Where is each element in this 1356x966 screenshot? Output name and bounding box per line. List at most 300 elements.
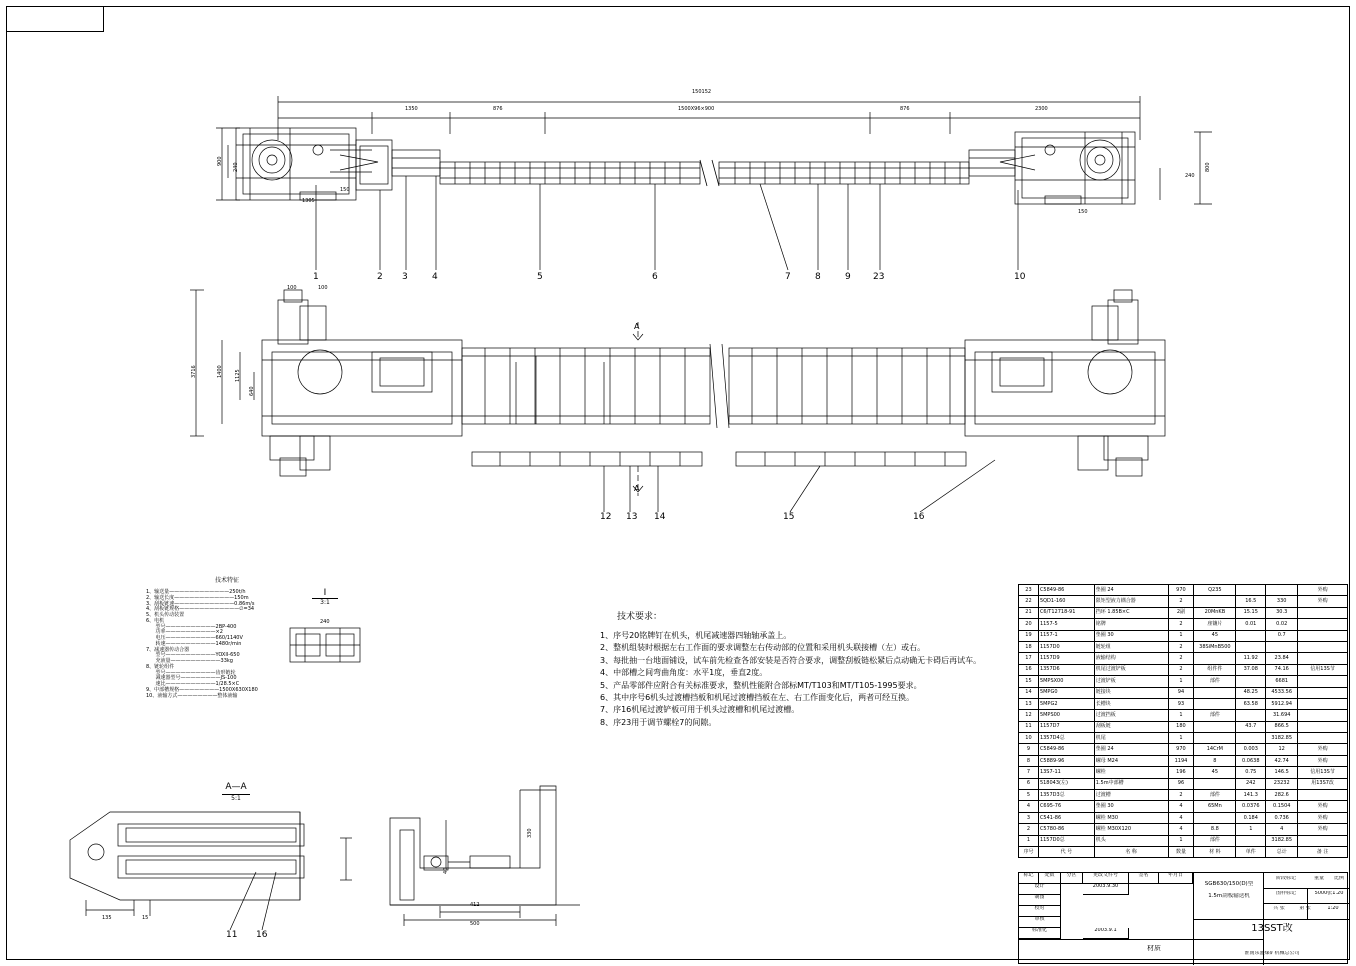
bom-cell-remark: 用13S7改: [1298, 778, 1348, 789]
tech-spec-line: 1、输送量————————————250t/h: [146, 589, 246, 595]
tech-spec-line: 6、电机: [146, 617, 165, 624]
bom-cell-weight-unit: [1236, 733, 1266, 744]
detail-i-label: I: [323, 588, 327, 598]
bom-cell-material: [1194, 698, 1236, 709]
bom-cell-remark: [1298, 698, 1348, 709]
bom-cell-weight-unit: [1236, 641, 1266, 652]
bom-cell-name: 过渡槽: [1094, 790, 1168, 801]
bom-cell-code: 5MPG0: [1038, 687, 1094, 698]
detail-i-dim-240: 240: [320, 619, 330, 625]
bom-cell-code: 13S7-11: [1038, 767, 1094, 778]
bom-cell-name: 过渡挡板: [1094, 710, 1168, 721]
bom-cell-material: [1194, 721, 1236, 732]
bom-cell-code: 1157-1: [1038, 630, 1094, 641]
table-row: [1019, 619, 1348, 630]
tech-req-item: 7、序16机尾过渡铲板可用于机头过渡槽和机尾过渡槽。: [600, 705, 800, 715]
bom-cell-name: 机尾: [1094, 733, 1168, 744]
bom-cell-qty: 4: [1168, 824, 1194, 835]
bom-cell-code: C695-76: [1038, 801, 1094, 812]
tb-docno: 更改文件号: [1083, 873, 1129, 884]
bom-cell-qty: 970: [1168, 744, 1194, 755]
bom-cell-weight-total: 4533.56: [1266, 687, 1298, 698]
tech-spec-line: 型号——————————齿形链轮: [146, 669, 236, 676]
callout-6: 6: [652, 272, 658, 282]
bom-cell-no: 8: [1019, 755, 1039, 766]
callout-15: 15: [783, 512, 795, 522]
bom-cell-code: 1357D4总: [1038, 733, 1094, 744]
bom-cell-name: 限矩型液力耦合器: [1094, 596, 1168, 607]
sheets-label: 共 张: [1273, 906, 1285, 911]
callout-5: 5: [537, 272, 543, 282]
bom-cell-code: C5849-86: [1038, 585, 1094, 596]
bom-cell-weight-total: [1266, 585, 1298, 596]
callout-16b: 16: [256, 930, 268, 940]
bom-cell-qty: 1: [1168, 733, 1194, 744]
dim-150-right: 150: [1078, 209, 1088, 215]
tb-design-date: 2003.9.30: [1083, 884, 1129, 895]
bom-cell-no: 1: [1019, 835, 1039, 846]
tb-design-label: 设计: [1019, 884, 1061, 895]
tech-req-item: 8、序23用于调节螺栓7的间隙。: [600, 717, 717, 727]
bom-header-cell: 备 注: [1298, 846, 1348, 857]
bom-cell-name: 垫圈 30: [1094, 801, 1168, 812]
bom-cell-name: 链轮组: [1094, 641, 1168, 652]
bom-header-cell: 序号: [1019, 846, 1039, 857]
bom-cell-weight-total: 6681: [1266, 676, 1298, 687]
dim-40: 40: [443, 867, 449, 874]
tech-req-item: 2、整机组装时根据左右工作面的要求调整左右传动部的位置和采用机头联接槽（左）或右。: [600, 643, 926, 653]
title-block: [1018, 872, 1348, 964]
dim-height-240: 240: [233, 162, 239, 172]
bom-cell-no: 5: [1019, 790, 1039, 801]
bom-cell-weight-total: 3182.85: [1266, 733, 1298, 744]
bom-cell-remark: [1298, 641, 1348, 652]
tech-spec-line: 10、液输方式————————整体液输: [146, 692, 238, 699]
weight-label: 重量: [1313, 876, 1324, 881]
table-row: [1019, 778, 1348, 789]
tech-spec-line: 功率——————————×2: [146, 629, 223, 636]
bom-cell-name: 机尾过渡铲板: [1094, 664, 1168, 675]
bom-header-cell: 名 称: [1094, 846, 1168, 857]
tech-spec-line: 转速——————————1480r/min: [146, 640, 242, 647]
bom-table: [1018, 584, 1348, 858]
table-row: [1019, 641, 1348, 652]
bom-cell-qty: 1: [1168, 676, 1194, 687]
table-row: [1019, 630, 1348, 641]
bom-cell-material: [1194, 812, 1236, 823]
bom-cell-weight-unit: [1236, 676, 1266, 687]
bom-cell-remark: 信用13S节: [1298, 767, 1348, 778]
tech-req-item: 3、每批抽一台地面铺设，试车前先检查各部安装是否符合要求，调整刮板链松紧后点动确无卡碍后再试车。: [600, 655, 982, 665]
bom-cell-remark: [1298, 790, 1348, 801]
dim-240-right: 240: [1185, 173, 1195, 179]
section-aa-scale: 5:1: [231, 795, 241, 802]
table-row: [1019, 824, 1348, 835]
bom-cell-name: 机头: [1094, 835, 1168, 846]
dim-330: 330: [527, 828, 533, 838]
bom-cell-weight-total: 23.84: [1266, 653, 1298, 664]
tb-mark: 标记: [1019, 873, 1039, 884]
callout-1: 1: [313, 272, 319, 282]
table-row: [1019, 607, 1348, 618]
dim-seg-876b: 876: [900, 106, 910, 112]
bom-cell-code: C5889-96: [1038, 755, 1094, 766]
bom-cell-material: 8.8: [1194, 824, 1236, 835]
bom-cell-material: Q235: [1194, 585, 1236, 596]
bom-cell-code: 5QD1-160: [1038, 596, 1094, 607]
bom-cell-weight-unit: 1: [1236, 824, 1266, 835]
bom-cell-remark: [1298, 619, 1348, 630]
bom-cell-code: 518043(左): [1038, 778, 1094, 789]
dim-1125: 1125: [235, 369, 241, 382]
bom-cell-no: 20: [1019, 619, 1039, 630]
bom-cell-remark: [1298, 721, 1348, 732]
dim-500: 500: [470, 921, 480, 927]
tb-sep-h4: [1193, 939, 1263, 940]
bom-cell-qty: 1: [1168, 710, 1194, 721]
dim-seg-1350: 1350: [405, 106, 418, 112]
bom-cell-no: 13: [1019, 698, 1039, 709]
material-label: 材质: [1147, 945, 1161, 952]
bom-cell-name: 螺栓: [1094, 767, 1168, 778]
tech-req-item: 6、其中序号6机头过渡槽挡板和机尾过渡槽挡板在左、右工作面变化后，两者可经互换。: [600, 692, 915, 702]
table-row: [1019, 755, 1348, 766]
bom-cell-weight-total: 0.7: [1266, 630, 1298, 641]
tech-spec-line: 9、中部槽规格————————1500X630X180: [146, 686, 258, 693]
bom-cell-qty: 2: [1168, 790, 1194, 801]
dim-3716: 3716: [191, 365, 197, 378]
bom-cell-material: [1194, 687, 1236, 698]
bom-cell-qty: 1: [1168, 630, 1194, 641]
bom-cell-weight-unit: 141.3: [1236, 790, 1266, 801]
bom-cell-remark: 外购: [1298, 755, 1348, 766]
bom-cell-material: 20MnKB: [1194, 607, 1236, 618]
bom-cell-no: 21: [1019, 607, 1039, 618]
table-row: [1019, 687, 1348, 698]
bom-cell-name: 挡环 1.85B×C: [1094, 607, 1168, 618]
bom-cell-qty: 4: [1168, 801, 1194, 812]
bom-cell-qty: 2: [1168, 641, 1194, 652]
stage-label: 阶段标记: [1275, 876, 1296, 881]
tech-spec-line: 7、减速器传动合器: [146, 646, 190, 653]
callout-10: 10: [1014, 272, 1026, 282]
bom-cell-remark: 信用13S节: [1298, 664, 1348, 675]
bom-cell-material: 8: [1194, 755, 1236, 766]
bom-cell-material: [1194, 778, 1236, 789]
sheet-corner-box: [6, 6, 104, 32]
callout-8: 8: [815, 272, 821, 282]
tb-check-label: 校对: [1019, 906, 1061, 917]
tb-sep-h2: [1263, 888, 1349, 889]
bom-cell-code: 1157-5: [1038, 619, 1094, 630]
bom-cell-no: 2: [1019, 824, 1039, 835]
bom-cell-material: [1194, 653, 1236, 664]
bom-cell-weight-total: 0.02: [1266, 619, 1298, 630]
bom-cell-remark: [1298, 733, 1348, 744]
bom-cell-name: 过渡铲板: [1094, 676, 1168, 687]
tech-spec-line: 3、刮板链速————————————0.86m/s: [146, 600, 255, 607]
bom-cell-no: 23: [1019, 585, 1039, 596]
bom-cell-weight-unit: 16.5: [1236, 596, 1266, 607]
drawing-name-1: SGB630/150(D)型: [1204, 881, 1254, 887]
bom-cell-remark: [1298, 653, 1348, 664]
bom-cell-weight-unit: 0.0638: [1236, 755, 1266, 766]
tb-signature: 签名: [1129, 873, 1159, 884]
dim-150-left: 150: [340, 187, 350, 193]
bom-cell-weight-unit: 63.58: [1236, 698, 1266, 709]
table-row: [1019, 744, 1348, 755]
bom-cell-weight-unit: [1236, 710, 1266, 721]
table-row: [1019, 733, 1348, 744]
bom-cell-code: 5MPSX00: [1038, 676, 1094, 687]
bom-cell-qty: 2副: [1168, 607, 1194, 618]
table-row: [1019, 721, 1348, 732]
bom-cell-material: 14CrM: [1194, 744, 1236, 755]
bom-cell-material: 45: [1194, 630, 1236, 641]
tech-req-item: 1、序号20铭牌钉在机头，机尾减速器四轴轴承盖上。: [600, 631, 792, 640]
tb-std-date: 2003.9.1: [1083, 928, 1129, 939]
bom-cell-qty: 1: [1168, 835, 1194, 846]
tech-spec-line: 电压——————————660/1140V: [146, 635, 243, 641]
dim-640: 640: [249, 386, 255, 396]
stage-value: 图样标记: [1275, 891, 1296, 896]
bom-cell-remark: 外购: [1298, 812, 1348, 823]
bom-cell-remark: [1298, 710, 1348, 721]
tech-req-item: 5、产品零部件应附合有关标准要求，整机性能附合部标MT/T103和MT/T105-1995要求。: [600, 680, 922, 690]
bom-cell-weight-unit: 37.08: [1236, 664, 1266, 675]
dim-1400: 1400: [217, 365, 223, 378]
bom-cell-weight-total: 74.16: [1266, 664, 1298, 675]
bom-cell-weight-unit: [1236, 835, 1266, 846]
bom-cell-weight-unit: 0.0376: [1236, 801, 1266, 812]
bom-cell-name: 垫圈 24: [1094, 585, 1168, 596]
bom-cell-qty: 96: [1168, 778, 1194, 789]
tb-sep-3: [1307, 888, 1308, 919]
dim-1305: 1305: [302, 198, 315, 204]
bom-header-cell: 代 号: [1038, 846, 1094, 857]
bom-cell-no: 9: [1019, 744, 1039, 755]
bom-header-cell: 材 料: [1194, 846, 1236, 857]
section-aa-label: A—A: [225, 782, 247, 792]
bom-cell-qty: 970: [1168, 585, 1194, 596]
callout-7: 7: [785, 272, 791, 282]
bom-cell-weight-unit: 15.15: [1236, 607, 1266, 618]
section-letter-a-bottom: A: [634, 484, 640, 493]
tech-spec-line: 充液量——————————33kg: [146, 658, 233, 664]
bom-header-cell: 总计: [1266, 846, 1298, 857]
bom-cell-weight-total: 282.6: [1266, 790, 1298, 801]
dim-412: 412: [470, 902, 480, 908]
bom-cell-remark: 外购: [1298, 824, 1348, 835]
drawing-name-2: 1.5m刮板输送机: [1208, 893, 1250, 899]
bom-cell-weight-total: 4: [1266, 824, 1298, 835]
tech-spec-line: 8、链轮组件: [146, 663, 175, 670]
bom-cell-material: 座镶片: [1194, 619, 1236, 630]
section-aa-underline: [222, 794, 250, 795]
bom-cell-remark: 外购: [1298, 596, 1348, 607]
bom-cell-remark: [1298, 835, 1348, 846]
bom-cell-weight-total: 31.694: [1266, 710, 1298, 721]
bom-cell-no: 3: [1019, 812, 1039, 823]
bom-cell-weight-total: 30.3: [1266, 607, 1298, 618]
table-row: [1019, 653, 1348, 664]
bom-cell-material: 部件: [1194, 676, 1236, 687]
dim-height-800: 800: [1205, 162, 1211, 172]
bom-cell-name: 液输结构: [1094, 653, 1168, 664]
bom-cell-no: 17: [1019, 653, 1039, 664]
tech-req-heading: 技术要求：: [617, 612, 663, 622]
bom-cell-qty: 2: [1168, 596, 1194, 607]
dim-overall: 150152: [692, 89, 712, 95]
tb-draw-label: 制图: [1019, 895, 1061, 906]
tb-date: 年月日: [1159, 873, 1193, 884]
bom-cell-no: 14: [1019, 687, 1039, 698]
bom-cell-no: 7: [1019, 767, 1039, 778]
bom-cell-material: 45: [1194, 767, 1236, 778]
tb-std-label: 标准化: [1019, 928, 1061, 939]
company-name: 淮南东盛煤矿机械总公司: [1244, 951, 1300, 956]
callout-9: 9: [845, 272, 851, 282]
bom-cell-weight-unit: [1236, 585, 1266, 596]
bom-cell-no: 15: [1019, 676, 1039, 687]
weight-value: 5000张1.20: [1314, 891, 1344, 896]
tb-count: 处数: [1039, 873, 1061, 884]
table-row: [1019, 585, 1348, 596]
bom-cell-weight-total: [1266, 641, 1298, 652]
bom-cell-weight-unit: 0.01: [1236, 619, 1266, 630]
dim-height-900: 900: [217, 156, 223, 166]
bom-cell-qty: 2: [1168, 664, 1194, 675]
table-row: [1019, 835, 1348, 846]
title-main: 13SST改: [1251, 923, 1293, 934]
dim-100a: 100: [287, 285, 297, 291]
bom-cell-code: C5849-86: [1038, 744, 1094, 755]
bom-cell-weight-total: 3182.85: [1266, 835, 1298, 846]
bom-cell-remark: 外购: [1298, 744, 1348, 755]
bom-cell-no: 6: [1019, 778, 1039, 789]
bom-cell-qty: 1194: [1168, 755, 1194, 766]
bom-cell-code: 1157D0: [1038, 641, 1094, 652]
bom-cell-remark: 外购: [1298, 801, 1348, 812]
bom-cell-qty: 2: [1168, 653, 1194, 664]
callout-12: 12: [600, 512, 612, 522]
tech-spec-line: 型号——————————2BP-400: [146, 623, 237, 630]
bom-cell-weight-total: 12: [1266, 744, 1298, 755]
tech-spec-line: 2、输送长度————————————150m: [146, 594, 249, 601]
table-row: [1019, 698, 1348, 709]
tech-spec-line: 速比——————————1/28.5×C: [146, 681, 240, 687]
tech-spec-line: 型号——————————YOXII-650: [146, 652, 240, 659]
bom-cell-remark: [1298, 630, 1348, 641]
bom-cell-code: C541-86: [1038, 812, 1094, 823]
bom-cell-material: 部件: [1194, 835, 1236, 846]
table-row: [1019, 767, 1348, 778]
tech-spec-line: 5、机头传动装置: [146, 612, 185, 618]
dim-100b: 100: [318, 285, 328, 291]
bom-cell-remark: [1298, 676, 1348, 687]
bom-cell-weight-total: 5912.94: [1266, 698, 1298, 709]
bom-cell-weight-unit: 0.75: [1236, 767, 1266, 778]
bom-cell-qty: 94: [1168, 687, 1194, 698]
tech-spec-heading: 技术特征: [214, 577, 239, 584]
bom-cell-qty: 2: [1168, 619, 1194, 630]
bom-cell-code: 1157D7: [1038, 721, 1094, 732]
tech-spec-line: 4、刮板链规格————————————∅=34: [146, 606, 255, 613]
bom-cell-no: 16: [1019, 664, 1039, 675]
bom-cell-material: 部件: [1194, 710, 1236, 721]
bom-cell-remark: [1298, 607, 1348, 618]
bom-cell-code: 1157D9: [1038, 653, 1094, 664]
callout-3: 3: [402, 272, 408, 282]
bom-cell-name: 螺母 M24: [1094, 755, 1168, 766]
bom-cell-name: 铭牌: [1094, 619, 1168, 630]
bom-cell-weight-total: 23232: [1266, 778, 1298, 789]
bom-cell-code: 1157D0总: [1038, 835, 1094, 846]
tb-zone: 分区: [1061, 873, 1083, 884]
bom-cell-remark: 外购: [1298, 585, 1348, 596]
dim-seg-2300: 2300: [1035, 106, 1048, 112]
bom-cell-code: 5MPS00: [1038, 710, 1094, 721]
tb-sep-h3: [1263, 903, 1349, 904]
bom-cell-qty: 196: [1168, 767, 1194, 778]
tb-sep-h5: [1019, 939, 1193, 940]
table-header-row: [1019, 846, 1348, 857]
bom-cell-weight-total: 330: [1266, 596, 1298, 607]
bom-cell-weight-total: 146.5: [1266, 767, 1298, 778]
tb-approve-label: 审核: [1019, 917, 1061, 928]
bom-cell-no: 12: [1019, 710, 1039, 721]
bom-cell-no: 19: [1019, 630, 1039, 641]
tech-spec-line: 减速器型号————————JS-100: [146, 675, 237, 682]
tech-spec-list: [146, 590, 336, 699]
callout-23: 23: [873, 272, 885, 282]
bom-cell-code: 5MPG2: [1038, 698, 1094, 709]
bom-cell-name: 1.5m中部槽: [1094, 778, 1168, 789]
callout-13: 13: [626, 512, 638, 522]
bom-cell-no: 4: [1019, 801, 1039, 812]
bom-cell-weight-total: 866.5: [1266, 721, 1298, 732]
bom-cell-code: 1357D3总: [1038, 790, 1094, 801]
bom-cell-code: C5780-86: [1038, 824, 1094, 835]
callout-16: 16: [913, 512, 925, 522]
bom-cell-weight-unit: [1236, 630, 1266, 641]
bom-cell-name: 长槽块: [1094, 698, 1168, 709]
bom-cell-material: 65Mn: [1194, 801, 1236, 812]
bom-cell-material: [1194, 596, 1236, 607]
bom-cell-name: 螺栓 M30: [1094, 812, 1168, 823]
bom-cell-qty: 93: [1168, 698, 1194, 709]
bom-cell-name: 垫圈 30: [1094, 630, 1168, 641]
bom-cell-material: [1194, 733, 1236, 744]
table-row: [1019, 676, 1348, 687]
bom-cell-no: 11: [1019, 721, 1039, 732]
bom-cell-no: 18: [1019, 641, 1039, 652]
bom-cell-name: 螺栓 M30X120: [1094, 824, 1168, 835]
table-row: [1019, 664, 1348, 675]
bom-cell-name: 刮板链: [1094, 721, 1168, 732]
bom-cell-remark: [1298, 687, 1348, 698]
scale-label: 比例: [1333, 876, 1344, 881]
tech-req-item: 4、中部槽之间弯曲角度：水平1度，垂直2度。: [600, 668, 768, 678]
tech-req-list: [600, 630, 1000, 729]
bom-cell-weight-unit: 0.184: [1236, 812, 1266, 823]
section-letter-a-top: A: [634, 322, 640, 331]
bom-cell-weight-unit: 43.7: [1236, 721, 1266, 732]
bom-cell-qty: 4: [1168, 812, 1194, 823]
dim-seg-876a: 876: [493, 106, 503, 112]
bom-cell-no: 10: [1019, 733, 1039, 744]
bom-cell-material: 组件件: [1194, 664, 1236, 675]
